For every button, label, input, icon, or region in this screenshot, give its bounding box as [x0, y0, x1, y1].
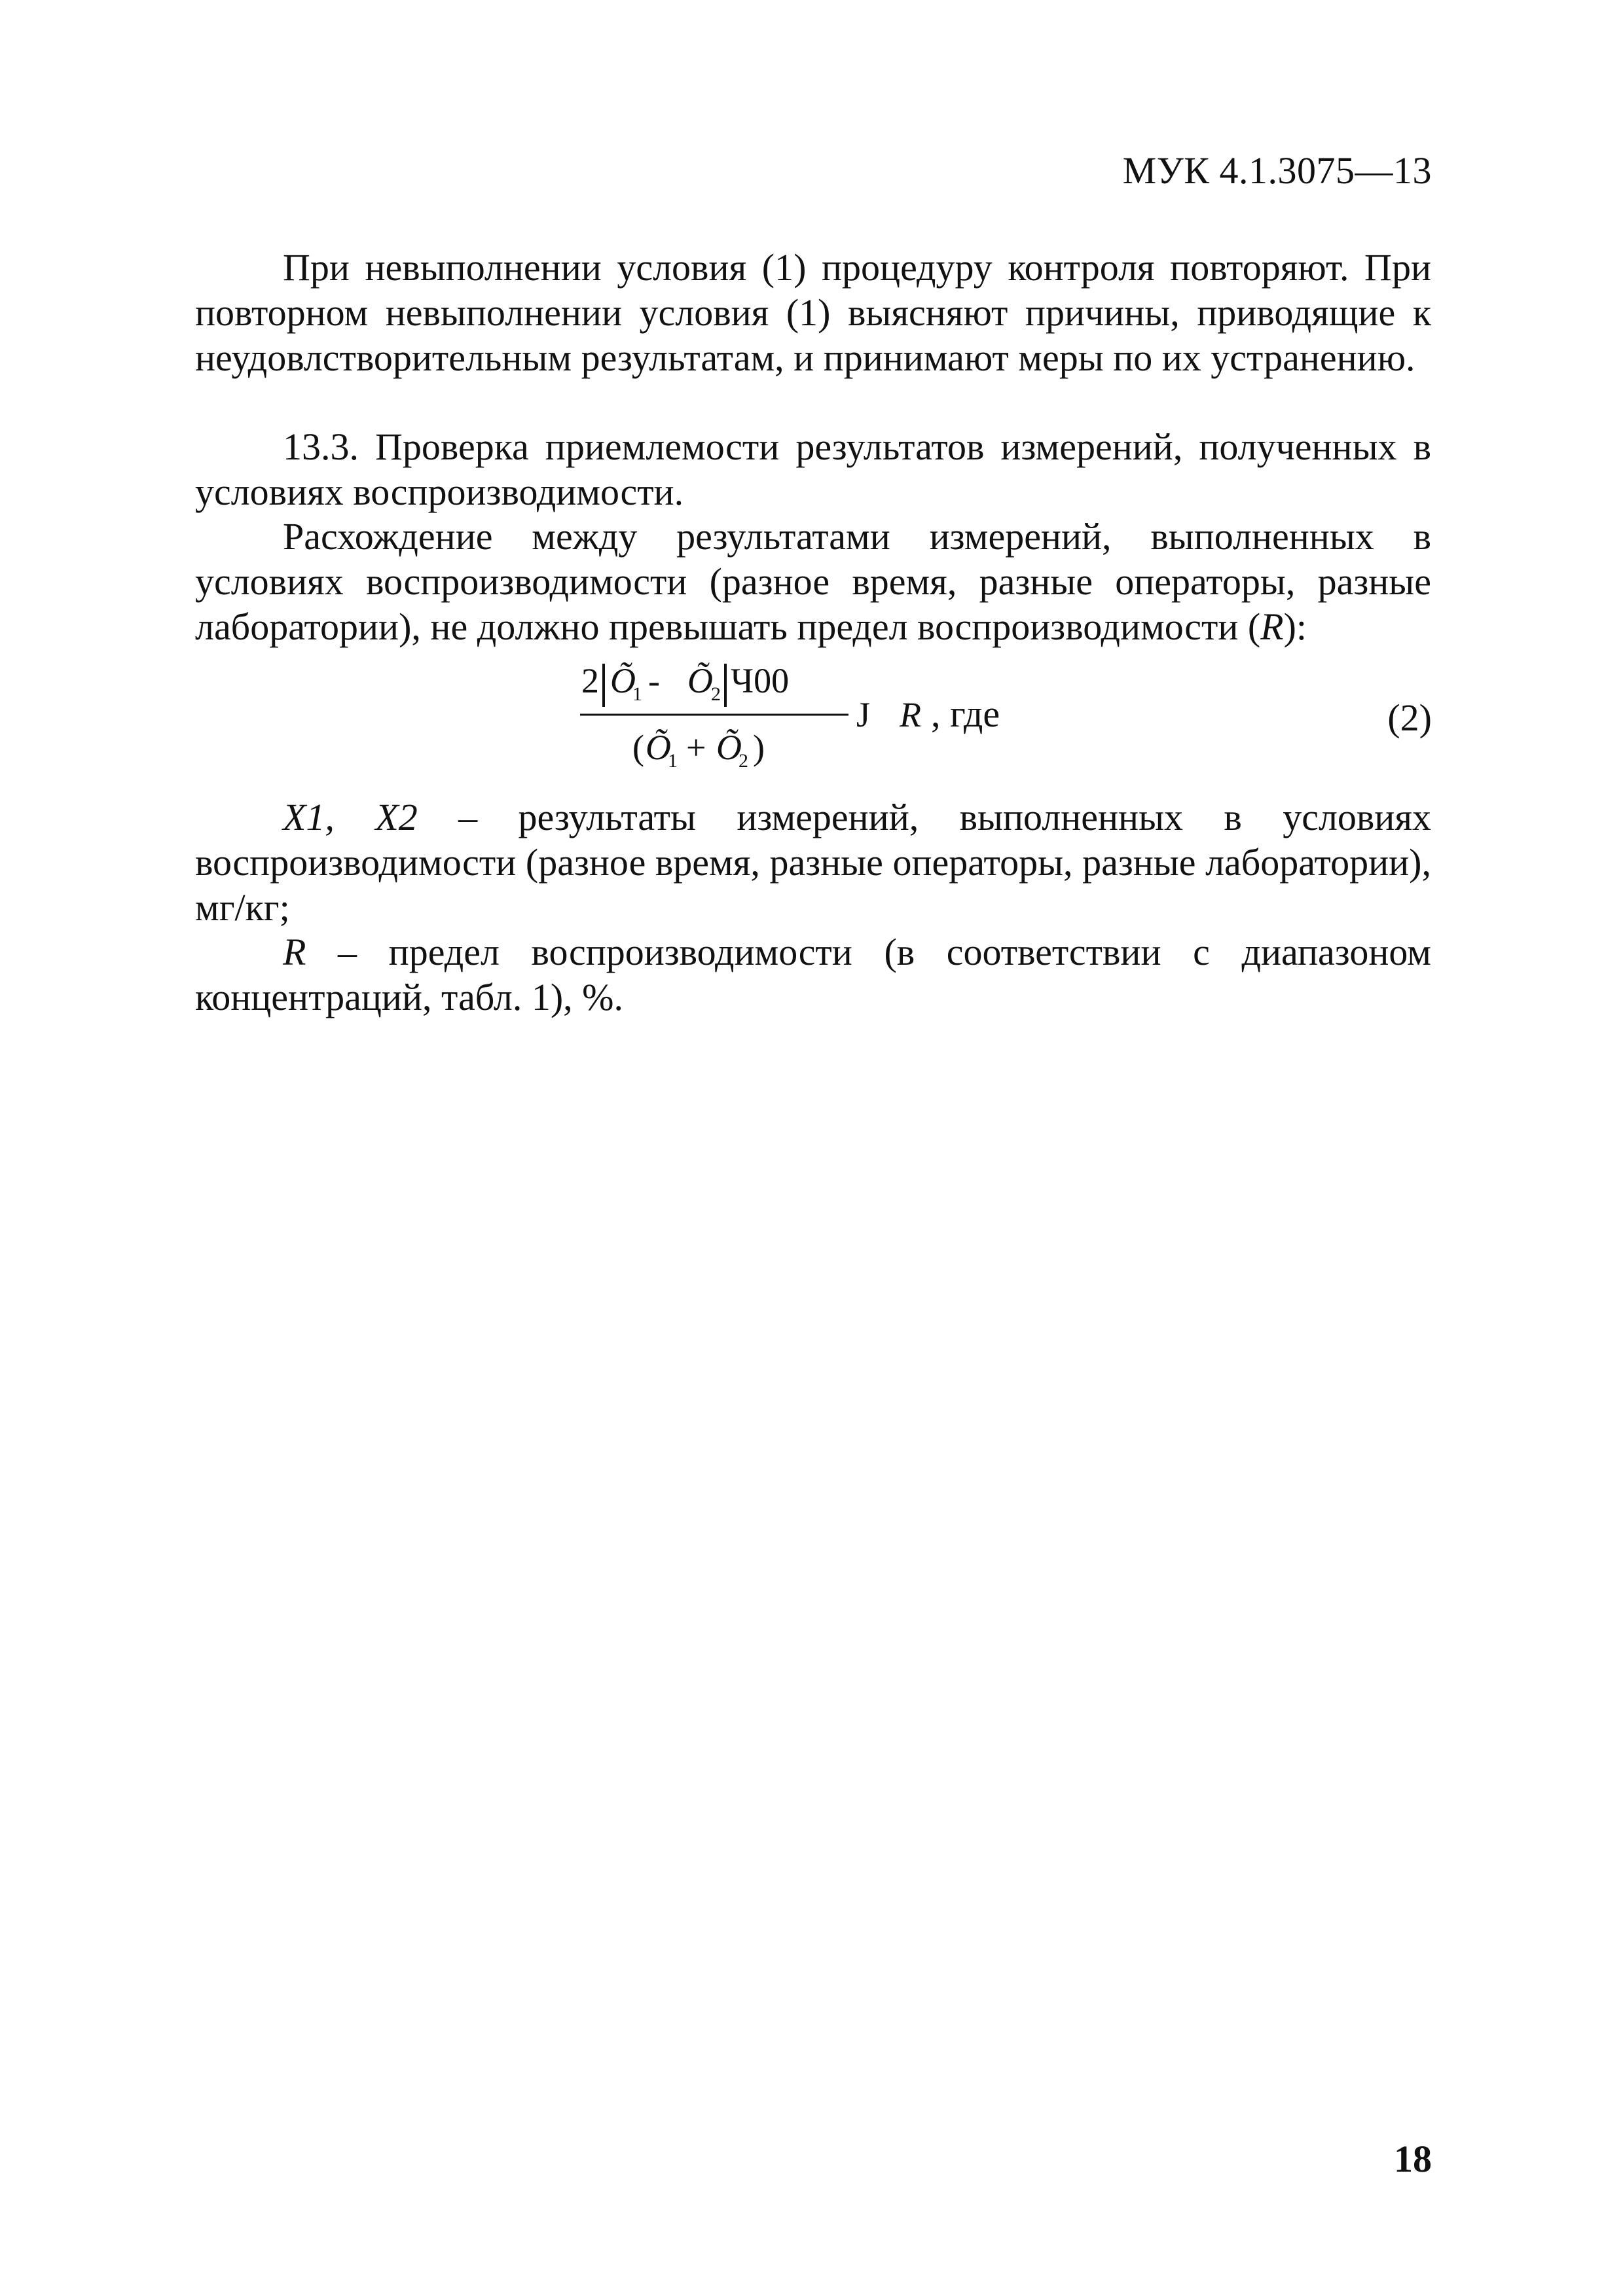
rhs-suffix: , где	[931, 692, 1000, 735]
p3-prefix: Расхождение между результатами измерений, выполненных в условиях воспроизводимости (разное время, разные операторы, разные лаборатории), не должно превышать предел воспроизводимости (	[195, 515, 1431, 648]
numerator-x2: Õ	[687, 661, 713, 700]
document-code: МУК 4.1.3075—13	[1122, 149, 1432, 192]
numerator-sub2: 2	[711, 683, 721, 705]
paragraph-x-definition	[195, 795, 1431, 930]
paragraph-section-13-3: 13.3. Проверка приемлемости результатов измерений, полученных в условиях воспроизводимости.	[195, 425, 1431, 513]
numerator-x1: Õ	[610, 661, 636, 700]
p4-symbols: X1, X2	[283, 796, 418, 838]
numerator-lead: 2	[581, 661, 599, 700]
paragraph-reproducibility-condition	[195, 514, 1431, 649]
paragraph-r-definition	[195, 929, 1431, 1020]
p5-text: – предел воспроизводимости (в соответствии с диапазоном концентраций, табл. 1), %.	[195, 931, 1431, 1018]
denominator-x1: Õ	[646, 728, 671, 767]
numerator-tail: Ч00	[731, 661, 790, 700]
relation-symbol: J	[856, 695, 871, 734]
numerator-sub1: 1	[632, 683, 642, 705]
denominator-x2: Õ	[716, 728, 742, 767]
rhs-symbol-r: R	[900, 695, 921, 734]
denominator-sub1: 1	[668, 750, 678, 772]
p4-text: – результаты измерений, выполненных в условиях воспроизводимости (разное время, разные операторы, разные лаборатории), мг/кг;	[195, 796, 1431, 929]
p3-suffix: ):	[1283, 605, 1307, 648]
p3-symbol-r: R	[1260, 605, 1284, 648]
denominator-sub2: 2	[739, 750, 748, 772]
denominator-open: (	[632, 728, 644, 767]
denominator-close: )	[753, 728, 765, 767]
denominator-plus: +	[686, 728, 706, 767]
equation-number: (2)	[1387, 696, 1432, 739]
paragraph-repeat-control: При невыполнении условия (1) процедуру контроля повторяют. При повторном невыполнении условия (1) выясняют причины, приводящие к неудовлстворительным результатам, и принимают меры по их устранению.	[195, 246, 1431, 379]
p5-symbol-r: R	[283, 931, 306, 973]
page-number: 18	[1394, 2138, 1432, 2180]
numerator-minus: -	[648, 661, 660, 700]
